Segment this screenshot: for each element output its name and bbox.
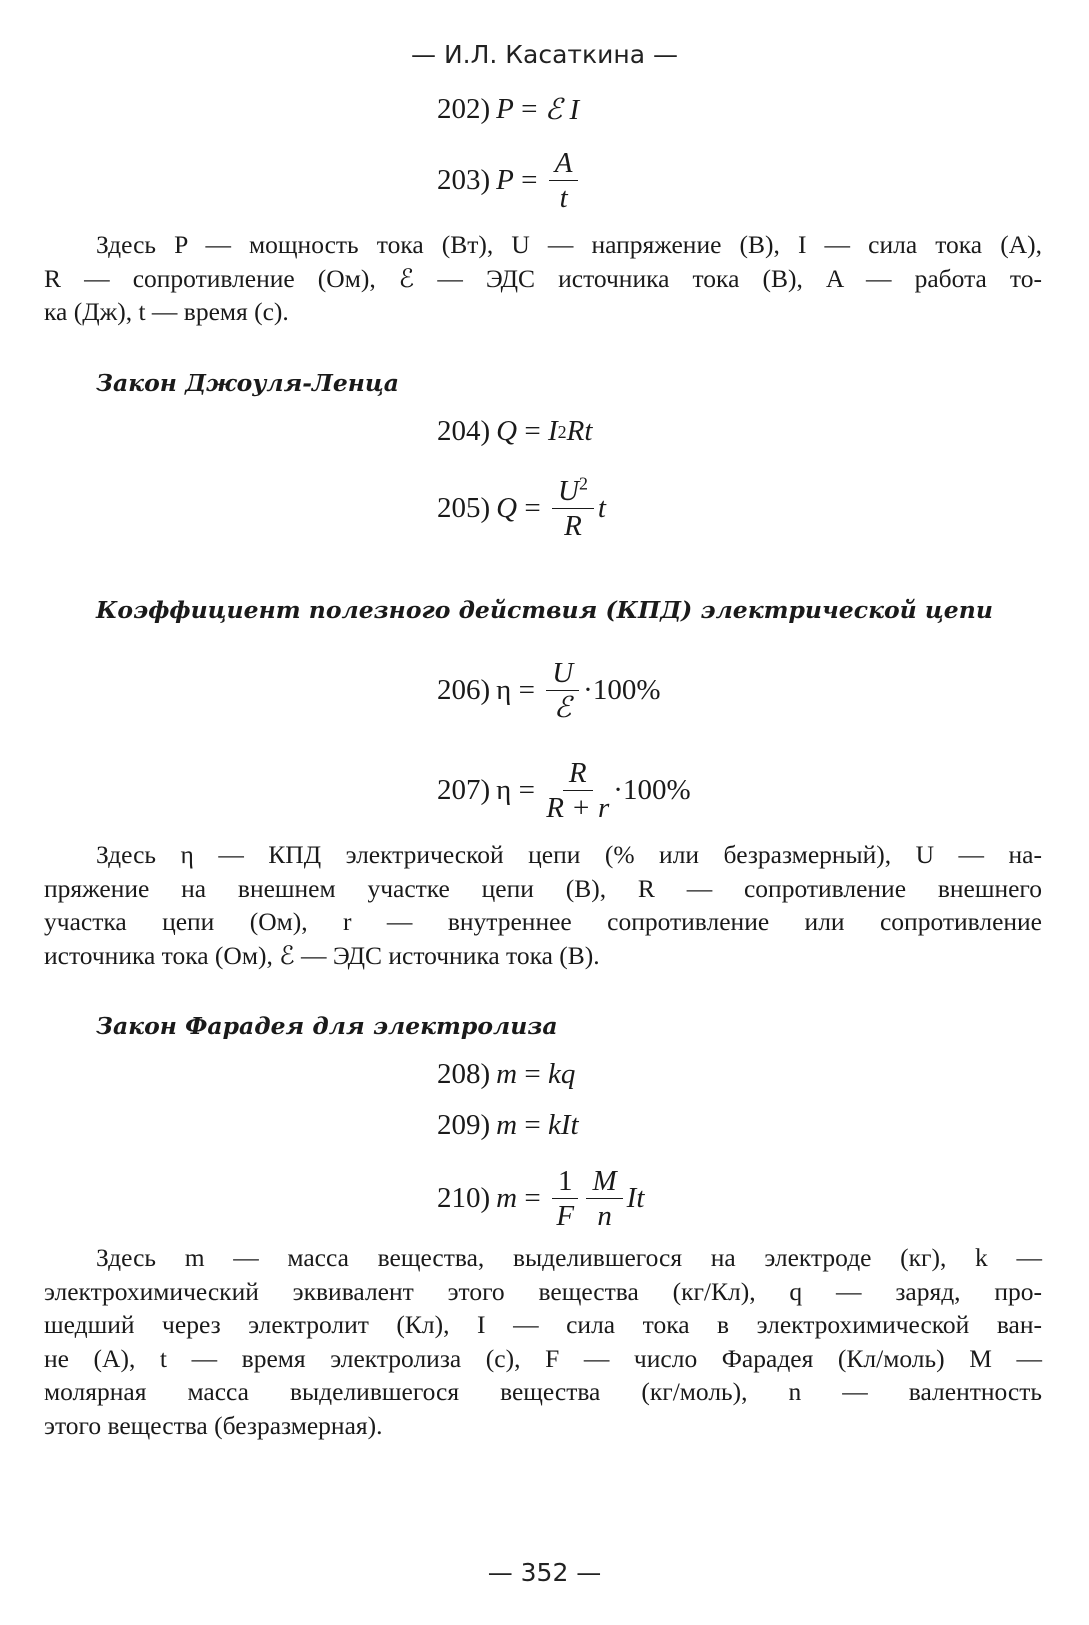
formula-rhs: ℰ I [544, 94, 580, 126]
equals-sign: = [517, 1058, 548, 1090]
formula-number: 208) [437, 1058, 491, 1090]
numerator: R [563, 758, 593, 791]
text-line: источника тока (Ом), ℰ — ЭДС источника тока (В). [44, 940, 600, 970]
numerator: 1 [552, 1166, 579, 1199]
equals-sign: = [517, 1182, 548, 1215]
formula-tail: ·100% [613, 774, 691, 807]
formula-lhs: P [496, 164, 514, 197]
denominator: t [559, 182, 568, 215]
paragraph-faraday-legend [44, 1241, 1042, 1442]
formula-tail: It [626, 1182, 645, 1215]
denominator: R [564, 510, 582, 543]
equals-sign: = [513, 164, 545, 197]
text-line: Здесь m — масса вещества, выделившегося на электроде (кг), k — [96, 1243, 1042, 1272]
equals-sign: = [511, 774, 543, 807]
formula-number: 205) [437, 492, 491, 525]
formula-number: 209) [437, 1109, 491, 1141]
formula-lhs: m [496, 1182, 518, 1215]
text-line: электрохимический эквивалент этого вещества (кг/Кл), q — заряд, про- [44, 1276, 1042, 1306]
numerator [552, 473, 594, 509]
denominator: n [597, 1200, 612, 1233]
text-line: пряжение на внешнем участке цепи (В), R — сопротивление внешнего [44, 873, 1042, 903]
formula-203 [437, 148, 582, 214]
formula-210 [437, 1166, 644, 1232]
fraction [552, 473, 594, 543]
formula-number: 206) [437, 674, 491, 707]
fraction [552, 1166, 579, 1232]
text-line: молярная масса выделившегося вещества (кг/моль), n — валентность [44, 1377, 1042, 1406]
text-line: R — сопротивление (Ом), ℰ — ЭДС источника тока (В), A — работа то- [44, 263, 1042, 293]
formula-lhs: m [496, 1109, 518, 1141]
formula-number: 203) [437, 164, 491, 197]
fraction [546, 758, 609, 824]
paragraph-efficiency-legend [44, 838, 1042, 972]
text-line: участка цепи (Ом), r — внутреннее сопротивление или сопротивление [44, 907, 1042, 936]
formula-208 [437, 1058, 575, 1091]
text-line: Здесь P — мощность тока (Вт), U — напряжение (В), I — сила тока (А), [96, 230, 1042, 259]
running-header: — И.Л. Касаткина — [411, 40, 678, 69]
numerator-term: U [557, 475, 579, 507]
fraction [549, 148, 579, 214]
numerator: U [546, 658, 579, 691]
formula-207 [437, 758, 691, 824]
formula-number: 207) [437, 774, 491, 807]
fraction [586, 1166, 622, 1232]
formula-lhs: m [496, 1058, 518, 1090]
section-heading-efficiency: Коэффициент полезного действия (КПД) электрической цепи [96, 596, 993, 624]
formula-204: 204) Q = I 2 Rt [437, 415, 593, 447]
equals-sign: = [517, 492, 548, 525]
text-line: шедший через электролит (Кл), I — сила тока в электрохимической ван- [44, 1310, 1042, 1339]
equals-sign: = [517, 1109, 548, 1141]
formula-rhs: kq [547, 1058, 576, 1090]
formula-number: 210) [437, 1182, 491, 1215]
formula-term: I [547, 415, 558, 447]
formula-term: Rt [566, 415, 593, 447]
numerator: M [586, 1166, 622, 1199]
text-line: ка (Дж), t — время (с). [44, 297, 289, 326]
text-line: не (А), t — время электролиза (с), F — число Фарадея (Кл/моль) M — [44, 1343, 1042, 1373]
text-line: этого вещества (безразмерная). [44, 1410, 383, 1440]
equals-sign: = [517, 415, 548, 447]
denominator: F [556, 1200, 575, 1233]
formula-number: 202) [437, 93, 491, 125]
equals-sign: = [513, 93, 545, 125]
fraction [546, 658, 579, 724]
paragraph-power-legend [44, 228, 1042, 329]
formula-tail: t [597, 492, 606, 525]
formula-lhs: η [496, 674, 512, 707]
superscript: 2 [578, 473, 588, 494]
formula-205 [437, 473, 606, 543]
formula-lhs: Q [496, 492, 518, 525]
denominator: ℰ [553, 692, 572, 725]
section-heading-joule-lenz: Закон Джоуля-Ленца [96, 369, 399, 397]
numerator: A [549, 148, 579, 181]
formula-number: 204) [437, 415, 491, 447]
denominator: R + r [546, 792, 610, 825]
formula-209 [437, 1109, 579, 1142]
formula-202 [437, 92, 579, 127]
formula-206 [437, 658, 660, 724]
page-number: — 352 — [487, 1558, 602, 1587]
text-line: Здесь η — КПД электрической цепи (% или безразмерный), U — на- [96, 840, 1042, 869]
section-heading-faraday: Закон Фарадея для электролиза [96, 1012, 558, 1040]
formula-tail: ·100% [583, 674, 661, 707]
formula-rhs: kIt [547, 1109, 579, 1141]
formula-lhs: η [496, 774, 512, 807]
formula-lhs: P [496, 93, 514, 125]
formula-lhs: Q [496, 415, 518, 447]
equals-sign: = [511, 674, 543, 707]
